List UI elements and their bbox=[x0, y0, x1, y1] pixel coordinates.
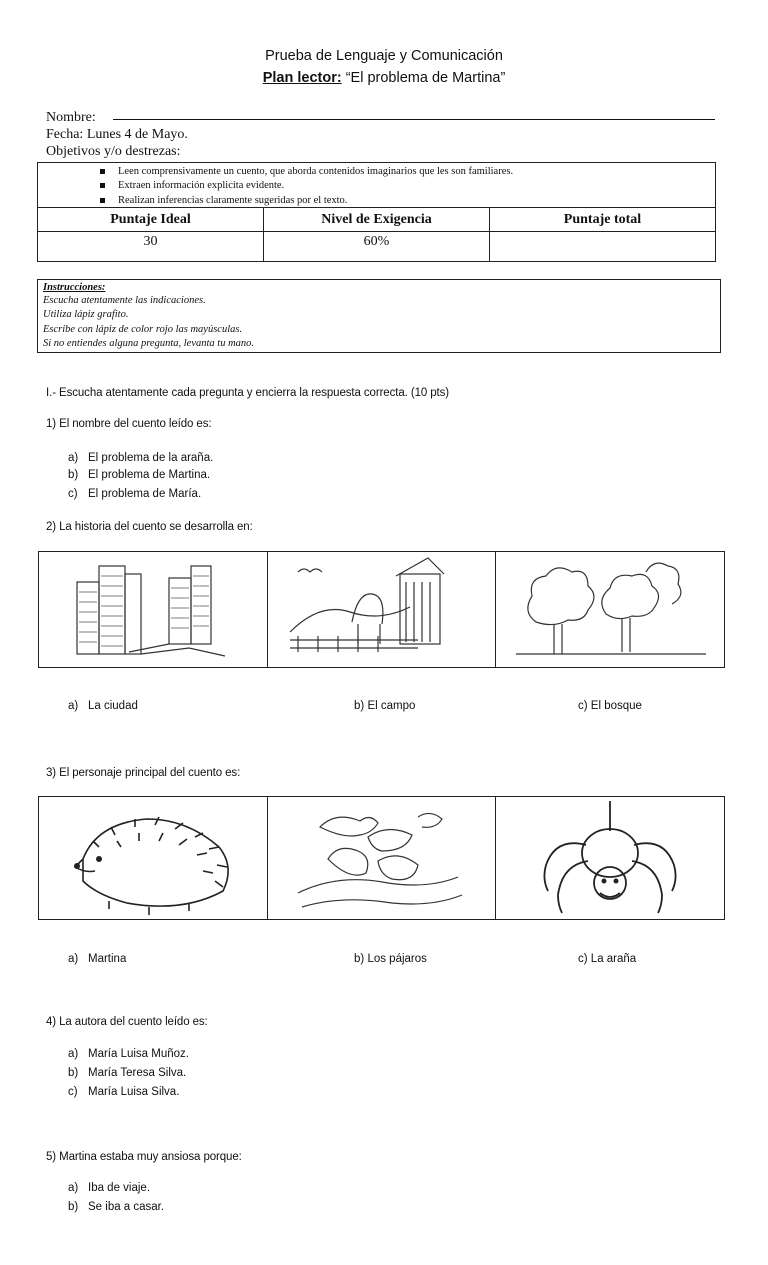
q2-option-a[interactable]: a) La ciudad bbox=[68, 700, 138, 712]
instructions-title: Instrucciones: bbox=[43, 282, 106, 293]
date-label: Fecha: Lunes 4 de Mayo. bbox=[46, 127, 188, 142]
q3-option-c[interactable]: c) La araña bbox=[578, 953, 637, 965]
countryside-image[interactable] bbox=[268, 552, 497, 667]
q3-option-b[interactable]: b) Los pájaros bbox=[354, 953, 427, 965]
score-header-level: Nivel de Exigencia bbox=[264, 208, 490, 232]
score-header-total: Puntaje total bbox=[490, 208, 716, 232]
plan-lector-label: Plan lector: bbox=[262, 70, 342, 86]
birds-icon bbox=[268, 797, 496, 921]
instruction-line: Si no entiendes alguna pregunta, levanta tu mano. bbox=[43, 338, 255, 349]
forest-image[interactable] bbox=[496, 552, 724, 667]
birds-image[interactable] bbox=[268, 797, 497, 919]
spider-image[interactable] bbox=[496, 797, 724, 919]
score-value-ideal: 30 bbox=[38, 232, 264, 262]
q5-option-a[interactable]: a) Iba de viaje. bbox=[68, 1182, 151, 1194]
question-3: 3) El personaje principal del cuento es: bbox=[46, 767, 241, 779]
score-header-ideal: Puntaje Ideal bbox=[38, 208, 264, 232]
score-value-total[interactable] bbox=[490, 232, 716, 262]
q1-option-c[interactable]: c) El problema de María. bbox=[68, 488, 202, 500]
question-4: 4) La autora del cuento leído es: bbox=[46, 1016, 208, 1028]
city-buildings-icon bbox=[39, 552, 267, 669]
hedgehog-image[interactable] bbox=[39, 797, 268, 919]
score-value-level: 60% bbox=[264, 232, 490, 262]
farm-horse-icon bbox=[268, 552, 496, 669]
spider-icon bbox=[496, 797, 724, 921]
objective-item: Realizan inferencias claramente sugeridas por el texto. bbox=[118, 195, 348, 206]
question-1: 1) El nombre del cuento leído es: bbox=[46, 418, 212, 430]
q3-option-a[interactable]: a) Martina bbox=[68, 953, 127, 965]
q4-option-a[interactable]: a) María Luisa Muñoz. bbox=[68, 1048, 189, 1060]
question-2: 2) La historia del cuento se desarrolla en: bbox=[46, 521, 253, 533]
trees-icon bbox=[496, 552, 724, 669]
score-table bbox=[37, 207, 716, 262]
book-title: “El problema de Martina” bbox=[341, 70, 506, 86]
instruction-line: Escribe con lápiz de color rojo las mayúsculas. bbox=[43, 324, 243, 335]
reading-plan-title bbox=[0, 70, 768, 86]
q3-image-row bbox=[38, 796, 725, 920]
test-title: Prueba de Lenguaje y Comunicación bbox=[265, 48, 503, 64]
q4-option-c[interactable]: c) María Luisa Silva. bbox=[68, 1086, 180, 1098]
q1-option-b[interactable]: b) El problema de Martina. bbox=[68, 469, 211, 481]
objectives-box bbox=[37, 162, 716, 208]
section-instruction: I.- Escucha atentamente cada pregunta y encierra la respuesta correcta. (10 pts) bbox=[46, 387, 450, 399]
q4-option-b[interactable]: b) María Teresa Silva. bbox=[68, 1067, 187, 1079]
objective-item: Leen comprensivamente un cuento, que aborda contenidos imaginarios que les son familiares. bbox=[118, 166, 514, 177]
q2-option-c[interactable]: c) El bosque bbox=[578, 700, 642, 712]
objectives-label: Objetivos y/o destrezas: bbox=[46, 144, 181, 159]
instruction-line: Escucha atentamente las indicaciones. bbox=[43, 295, 206, 306]
objective-item: Extraen información explicita evidente. bbox=[118, 180, 285, 191]
q1-option-a[interactable]: a) El problema de la araña. bbox=[68, 452, 214, 464]
q2-image-row bbox=[38, 551, 725, 668]
name-field[interactable] bbox=[113, 119, 715, 120]
city-image[interactable] bbox=[39, 552, 268, 667]
q2-option-b[interactable]: b) El campo bbox=[354, 700, 416, 712]
question-5: 5) Martina estaba muy ansiosa porque: bbox=[46, 1151, 242, 1163]
name-label: Nombre: bbox=[46, 110, 96, 125]
hedgehog-icon bbox=[39, 797, 267, 921]
q5-option-b[interactable]: b) Se iba a casar. bbox=[68, 1201, 165, 1213]
instruction-line: Utiliza lápiz grafito. bbox=[43, 309, 129, 320]
